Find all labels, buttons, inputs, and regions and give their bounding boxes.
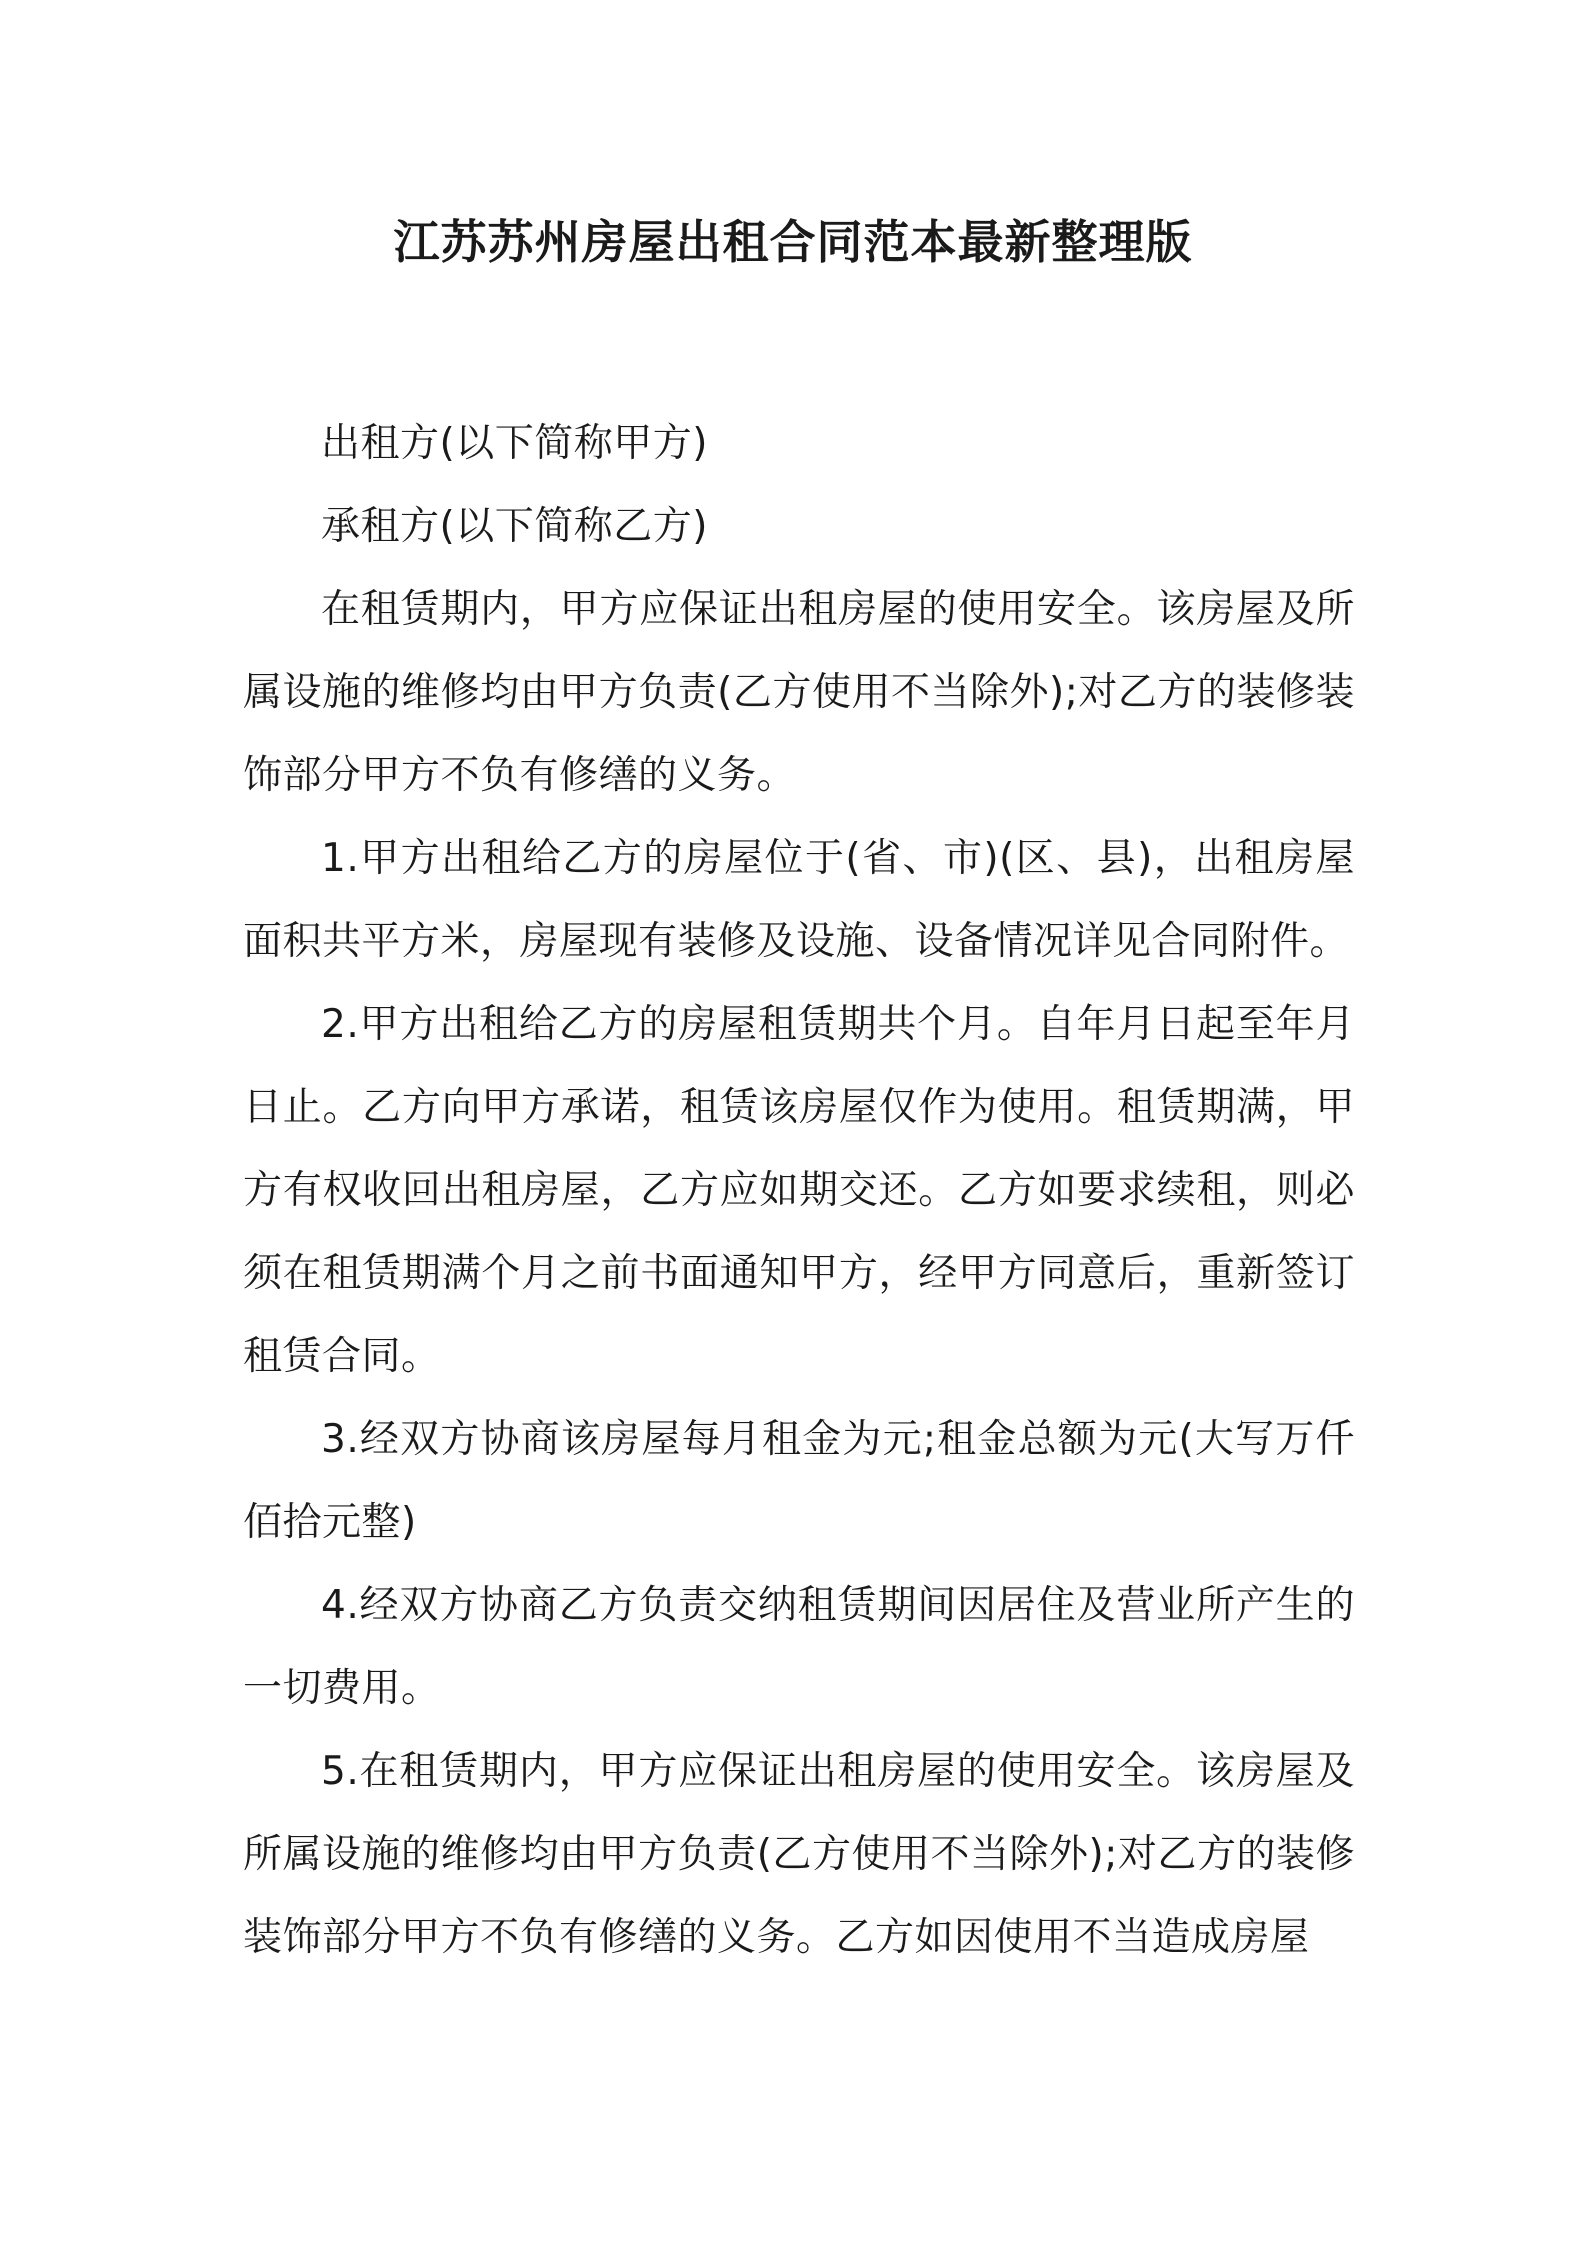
clause-2: 2.甲方出租给乙方的房屋租赁期共个月。自年月日起至年月日止。乙方向甲方承诺，租赁该房屋仅作为使用。租赁期满，甲方有权收回出租房屋，乙方应如期交还。乙方如要求续租，则必须在租赁期满个月之前书面通知甲方，经甲方同意后，重新签订租赁合同。 xyxy=(243,1002,1355,1379)
clause-3: 3.经双方协商该房屋每月租金为元;租金总额为元(大写万仟佰拾元整) xyxy=(243,1417,1355,1545)
intro-paragraph: 在租赁期内，甲方应保证出租房屋的使用安全。该房屋及所属设施的维修均由甲方负责(乙方使用不当除外);对乙方的装修装饰部分甲方不负有修缮的义务。 xyxy=(243,587,1355,798)
lessee-line: 承租方(以下简称乙方) xyxy=(321,504,708,549)
clause-4: 4.经双方协商乙方负责交纳租赁期间因居住及营业所产生的一切费用。 xyxy=(243,1583,1355,1711)
document-title: 江苏苏州房屋出租合同范本最新整理版 xyxy=(393,215,1193,269)
clause-5: 5.在租赁期内，甲方应保证出租房屋的使用安全。该房屋及所属设施的维修均由甲方负责(乙方使用不当除外);对乙方的装修装饰部分甲方不负有修缮的义务。乙方如因使用不当造成房屋 xyxy=(243,1749,1355,1960)
clause-1: 1.甲方出租给乙方的房屋位于(省、市)(区、县)，出租房屋面积共平方米，房屋现有装修及设施、设备情况详见合同附件。 xyxy=(243,836,1355,964)
document-body xyxy=(243,402,1355,1979)
lessor-line: 出租方(以下简称甲方) xyxy=(321,421,708,466)
